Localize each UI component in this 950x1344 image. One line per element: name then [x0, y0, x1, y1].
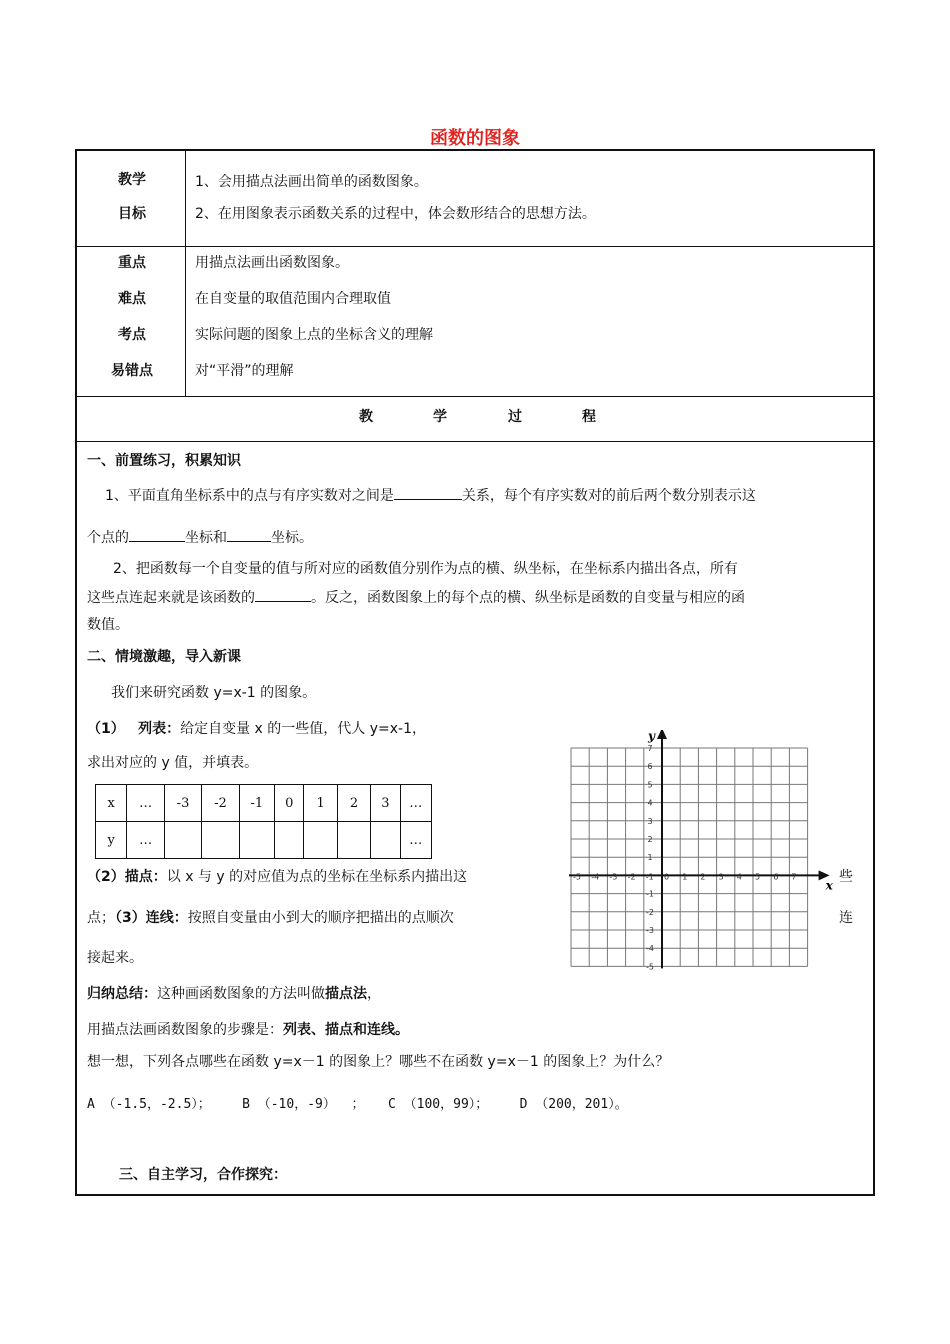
answer-blank[interactable]	[129, 541, 185, 542]
y-tick-label: 7	[647, 744, 653, 753]
table-cell[interactable]	[304, 822, 337, 859]
table-cell: -3	[164, 785, 201, 822]
table-cell: 0	[275, 785, 304, 822]
key-point-text: 用描点法画出函数图象。	[195, 255, 349, 271]
goals-label-1: 教学	[118, 172, 146, 188]
y-tick-label: 3	[647, 816, 653, 826]
table-cell: -2	[202, 785, 239, 822]
row-divider	[77, 396, 873, 397]
difficulty-text: 在自变量的取值范围内合理取值	[195, 291, 391, 307]
x-tick-label: 1	[682, 872, 688, 882]
section1-p1-line2: 个点的 坐标和 坐标。	[87, 530, 313, 546]
y-tick-label: 1	[647, 853, 653, 863]
y-axis-arrow	[657, 730, 667, 739]
table-cell: …	[127, 822, 164, 859]
answer-blank[interactable]	[227, 541, 271, 542]
x-tick-label: 6	[773, 872, 779, 882]
y-tick-label: 4	[647, 798, 653, 808]
section1-p2-line2: 这些点连起来就是该函数的 。反之，函数图象上的每个点的横、纵坐标是函数的自变量与相应的函	[87, 590, 745, 606]
y-tick-label: -4	[646, 944, 654, 954]
row-divider	[77, 441, 873, 442]
y-tick-label: -5	[646, 962, 654, 972]
think-question: 想一想，下列各点哪些在函数 y=x－1 的图象上？哪些不在函数 y=x－1 的图象上？为什么？	[87, 1054, 670, 1070]
difficulty-label: 难点	[118, 291, 146, 307]
goals-label-2: 目标	[118, 206, 146, 222]
process-heading-char: 过	[508, 409, 522, 425]
table-cell[interactable]	[371, 822, 400, 859]
section2-intro: 我们来研究函数 y=x-1 的图象。	[111, 685, 317, 701]
table-cell: x	[96, 785, 127, 822]
answer-blank[interactable]	[255, 601, 311, 602]
error-point-label: 易错点	[111, 363, 153, 379]
goal-item-2: 2、在用图象表示函数关系的过程中，体会数形结合的思想方法。	[195, 206, 596, 222]
x-tick-label: 5	[755, 872, 761, 882]
x-tick-label: -5	[573, 872, 581, 882]
table-cell: …	[400, 785, 431, 822]
y-axis-label: y	[648, 730, 655, 743]
y-tick-label: 2	[647, 835, 653, 844]
section3-heading: 三、自主学习，合作探究：	[119, 1167, 287, 1183]
process-heading-char: 教	[359, 409, 373, 425]
section1-heading: 一、前置练习，积累知识	[87, 453, 241, 469]
section1-p2-line3: 数值。	[87, 617, 129, 633]
x-tick-label: 2	[700, 872, 706, 882]
error-point-text: 对“平滑”的理解	[195, 363, 294, 379]
table-cell: y	[96, 822, 127, 859]
table-cell[interactable]	[275, 822, 304, 859]
table-cell[interactable]	[202, 822, 239, 859]
step1-line: （1） 列表：给定自变量 x 的一些值，代人 y=x-1，	[87, 721, 427, 737]
table-cell: 3	[371, 785, 400, 822]
x-tick-label: -2	[627, 872, 636, 882]
table-cell[interactable]	[164, 822, 201, 859]
table-cell: 1	[304, 785, 337, 822]
y-tick-label: 5	[647, 780, 653, 790]
x-tick-label: 0	[664, 872, 670, 882]
section1-p2-line1: 2、把函数每一个自变量的值与所对应的函数值分别作为点的横、纵坐标，在坐标系内描出各点，所有	[113, 561, 738, 577]
x-axis-label: x	[825, 878, 833, 893]
step3-line2: 接起来。	[87, 950, 143, 966]
step2-line: （2）描点：以 x 与 y 的对应值为点的坐标在坐标系内描出这	[87, 869, 468, 885]
point-options: A （-1.5，-2.5）； B （-10，-9） ； C （100，99）； D （200，201）。	[87, 1097, 628, 1112]
x-tick-label: 7	[791, 872, 797, 882]
table-cell: …	[400, 822, 431, 859]
row-divider	[77, 246, 873, 247]
step2-line-end: 些	[839, 869, 853, 885]
exam-point-label: 考点	[118, 327, 146, 343]
table-cell: 2	[337, 785, 370, 822]
process-heading-char: 学	[433, 409, 447, 425]
page-title: 函数的图象	[430, 128, 520, 149]
table-cell[interactable]	[239, 822, 274, 859]
exam-point-text: 实际问题的图象上点的坐标含义的理解	[195, 327, 433, 343]
section2-heading: 二、情境激趣，导入新课	[87, 649, 241, 665]
table-row-x	[96, 785, 432, 822]
key-point-label: 重点	[118, 255, 146, 271]
coordinate-grid	[565, 730, 835, 980]
goal-item-1: 1、会用描点法画出简单的函数图象。	[195, 174, 428, 190]
process-heading-char: 程	[582, 409, 596, 425]
step1-line2: 求出对应的 y 值，并填表。	[87, 755, 259, 771]
x-tick-label: 4	[736, 872, 742, 882]
y-tick-label: -1	[646, 889, 654, 899]
table-row-y	[96, 822, 432, 859]
y-tick-label: -2	[646, 907, 654, 917]
step3-line: 点；（3）连线：按照自变量由小到大的顺序把描出的点顺次	[87, 910, 454, 926]
y-tick-label: -3	[646, 926, 654, 935]
x-tick-label: -3	[609, 872, 618, 882]
table-cell: …	[127, 785, 164, 822]
table-cell: -1	[239, 785, 274, 822]
x-tick-label: -4	[591, 872, 600, 882]
x-tick-label: 3	[718, 872, 724, 882]
table-cell[interactable]	[337, 822, 370, 859]
step3-line-end: 连	[839, 910, 853, 926]
value-table	[95, 784, 432, 859]
x-tick-label: -1	[645, 872, 654, 882]
answer-blank[interactable]	[394, 499, 462, 500]
section1-p1-line1: 1、平面直角坐标系中的点与有序实数对之间是 关系，每个有序实数对的前后两个数分别表示这	[105, 488, 756, 504]
steps-line: 用描点法画函数图象的步骤是：列表、描点和连线。	[87, 1022, 409, 1038]
y-tick-label: 6	[647, 762, 653, 772]
summary-line: 归纳总结：这种画函数图象的方法叫做描点法，	[87, 986, 381, 1002]
lesson-table	[75, 149, 875, 1196]
